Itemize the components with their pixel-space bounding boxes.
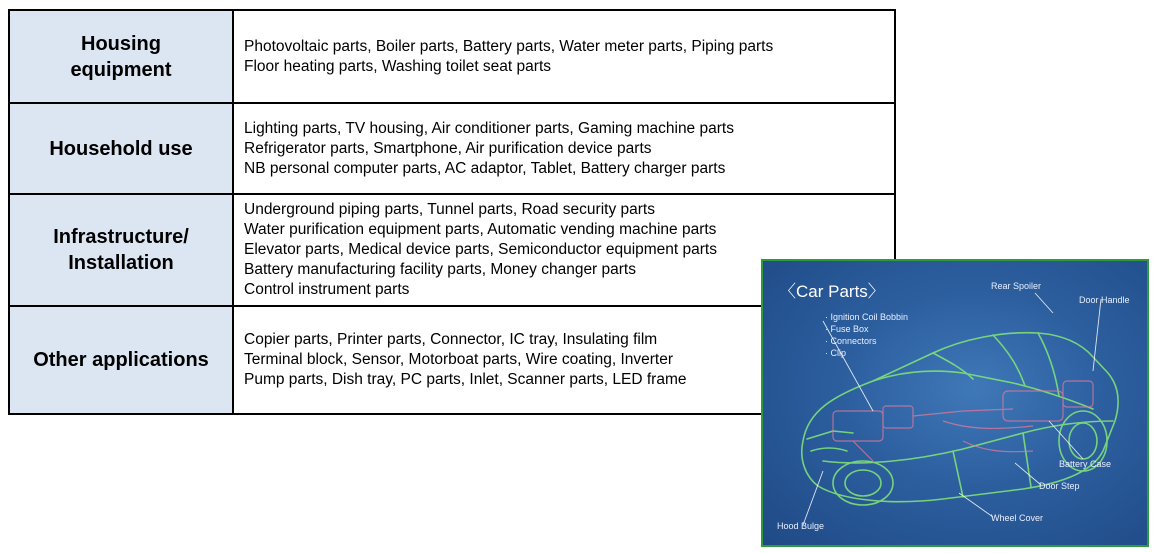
items-line: NB personal computer parts, AC adaptor, Tablet, Battery charger parts — [244, 159, 726, 177]
items-cell — [233, 10, 895, 103]
category-label: Other applications — [33, 349, 209, 371]
category-cell — [9, 194, 233, 306]
figure-title: 〈Car Parts〉 — [779, 282, 885, 301]
items-line: Copier parts, Printer parts, Connector, IC tray, Insulating film — [244, 331, 658, 348]
door-step-label: Door Step — [1039, 481, 1080, 491]
category-cell — [9, 306, 233, 414]
items-line: Water purification equipment parts, Automatic vending machine parts — [244, 221, 717, 238]
car-parts-figure — [761, 259, 1149, 547]
items-line: Elevator parts, Medical device parts, Semiconductor equipment parts — [244, 241, 717, 258]
table-row — [9, 103, 895, 194]
wheel-cover-label: Wheel Cover — [991, 513, 1044, 523]
hood-bulge-label: Hood Bulge — [777, 521, 825, 531]
items-line: Pump parts, Dish tray, PC parts, Inlet, Scanner parts, LED frame — [244, 371, 687, 388]
items-line: Photovoltaic parts, Boiler parts, Battery parts, Water meter parts, Piping parts — [244, 37, 774, 55]
rear-spoiler-label: Rear Spoiler — [991, 281, 1042, 291]
list-item: · Ignition Coil Bobbin — [825, 312, 909, 322]
category-label: Infrastructure/ — [53, 226, 189, 248]
electrical-parts-list — [825, 311, 908, 359]
items-line: Floor heating parts, Washing toilet seat parts — [244, 57, 551, 75]
category-cell — [9, 10, 233, 103]
items-line: Underground piping parts, Tunnel parts, Road security parts — [244, 201, 655, 218]
items-line: Lighting parts, TV housing, Air conditioner parts, Gaming machine parts — [244, 119, 734, 137]
list-item: · Fuse Box — [825, 324, 869, 334]
list-item: · Connectors — [825, 336, 877, 346]
door-handle-label: Door Handle — [1079, 295, 1130, 305]
items-line: Refrigerator parts, Smartphone, Air purification device parts — [244, 139, 652, 157]
category-cell — [9, 103, 233, 194]
category-label: equipment — [70, 58, 172, 81]
items-cell — [233, 103, 895, 194]
category-label: Installation — [68, 252, 174, 274]
list-item: · Clip — [825, 348, 847, 358]
category-label: Housing — [81, 32, 161, 55]
battery-case-label: Battery Case — [1059, 459, 1112, 469]
category-label: Household use — [49, 137, 193, 160]
table-row — [9, 10, 895, 103]
items-line: Battery manufacturing facility parts, Money changer parts — [244, 261, 636, 278]
items-line: Control instrument parts — [244, 281, 410, 298]
items-line: Terminal block, Sensor, Motorboat parts, Wire coating, Inverter — [244, 351, 674, 368]
